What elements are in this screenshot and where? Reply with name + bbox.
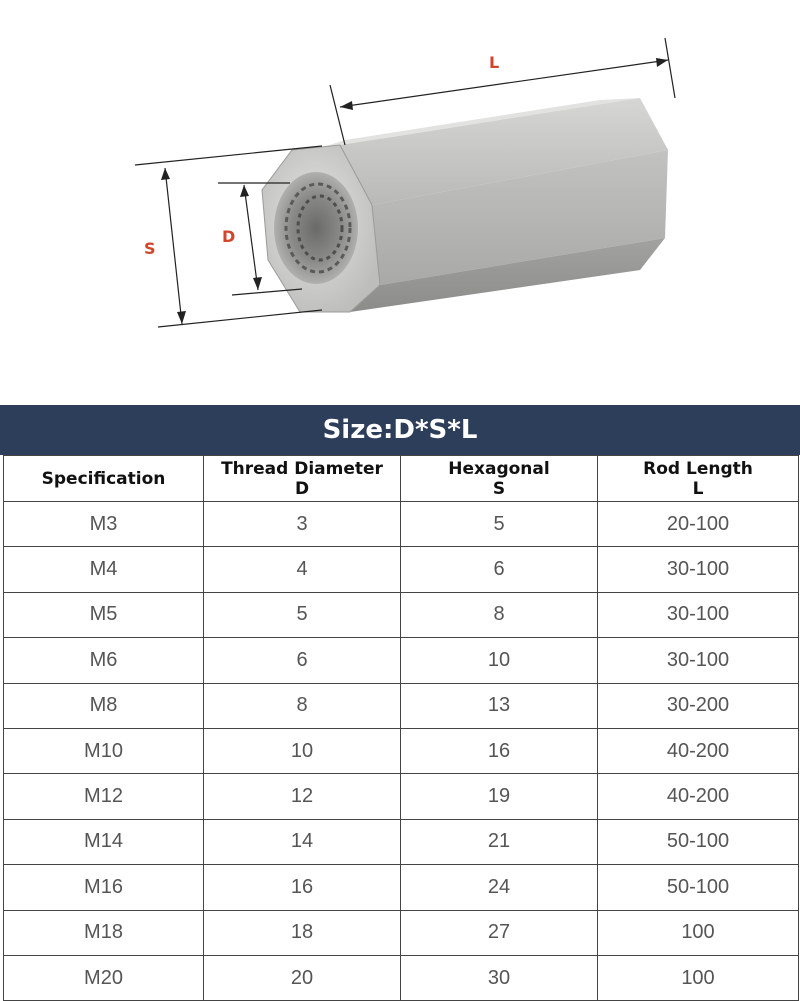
cell-hexagonal: 10 <box>401 638 598 683</box>
table-row <box>4 592 799 637</box>
cell-thread-diameter: 18 <box>204 910 401 955</box>
table-row <box>4 638 799 683</box>
cell-rod-length: 100 <box>598 910 799 955</box>
thread-diameter-dimension-label: D <box>222 227 236 246</box>
table-header-row <box>4 456 799 502</box>
table-row <box>4 547 799 592</box>
table-row <box>4 774 799 819</box>
cell-rod-length: 50-100 <box>598 819 799 864</box>
cell-thread-diameter: 5 <box>204 592 401 637</box>
table-row <box>4 683 799 728</box>
cell-specification: M14 <box>4 819 204 864</box>
cell-specification: M3 <box>4 502 204 547</box>
size-spec-table <box>3 455 799 1001</box>
coupling-nut-illustration <box>0 0 800 405</box>
cell-thread-diameter: 12 <box>204 774 401 819</box>
length-dimension-label: L <box>489 53 500 72</box>
cell-hexagonal: 6 <box>401 547 598 592</box>
cell-thread-diameter: 20 <box>204 955 401 1000</box>
cell-hexagonal: 19 <box>401 774 598 819</box>
cell-thread-diameter: 3 <box>204 502 401 547</box>
cell-specification: M10 <box>4 728 204 773</box>
cell-specification: M20 <box>4 955 204 1000</box>
cell-specification: M4 <box>4 547 204 592</box>
cell-hexagonal: 8 <box>401 592 598 637</box>
cell-specification: M18 <box>4 910 204 955</box>
cell-thread-diameter: 14 <box>204 819 401 864</box>
hexagonal-dimension-label: S <box>144 239 156 258</box>
cell-specification: M12 <box>4 774 204 819</box>
header-hexagonal: Hexagonal S <box>401 456 598 502</box>
table-row <box>4 955 799 1000</box>
cell-hexagonal: 24 <box>401 865 598 910</box>
cell-thread-diameter: 4 <box>204 547 401 592</box>
cell-rod-length: 40-200 <box>598 728 799 773</box>
table-row <box>4 865 799 910</box>
table-row <box>4 910 799 955</box>
cell-rod-length: 20-100 <box>598 502 799 547</box>
cell-rod-length: 40-200 <box>598 774 799 819</box>
cell-hexagonal: 5 <box>401 502 598 547</box>
table-row <box>4 728 799 773</box>
header-thread-diameter: Thread Diameter D <box>204 456 401 502</box>
cell-hexagonal: 13 <box>401 683 598 728</box>
header-rod-length: Rod Length L <box>598 456 799 502</box>
cell-thread-diameter: 8 <box>204 683 401 728</box>
header-specification: Specification <box>4 456 204 502</box>
cell-rod-length: 30-100 <box>598 592 799 637</box>
cell-specification: M8 <box>4 683 204 728</box>
size-banner <box>0 405 800 455</box>
cell-hexagonal: 16 <box>401 728 598 773</box>
cell-rod-length: 50-100 <box>598 865 799 910</box>
table-row <box>4 819 799 864</box>
cell-hexagonal: 27 <box>401 910 598 955</box>
cell-rod-length: 30-200 <box>598 683 799 728</box>
cell-specification: M5 <box>4 592 204 637</box>
cell-specification: M16 <box>4 865 204 910</box>
cell-hexagonal: 21 <box>401 819 598 864</box>
cell-rod-length: 100 <box>598 955 799 1000</box>
cell-thread-diameter: 6 <box>204 638 401 683</box>
cell-hexagonal: 30 <box>401 955 598 1000</box>
cell-rod-length: 30-100 <box>598 638 799 683</box>
table-row <box>4 502 799 547</box>
size-banner-title: Size:D*S*L <box>322 415 478 445</box>
cell-specification: M6 <box>4 638 204 683</box>
hex-coupling-nut-diagram <box>0 0 800 405</box>
cell-thread-diameter: 16 <box>204 865 401 910</box>
cell-thread-diameter: 10 <box>204 728 401 773</box>
cell-rod-length: 30-100 <box>598 547 799 592</box>
